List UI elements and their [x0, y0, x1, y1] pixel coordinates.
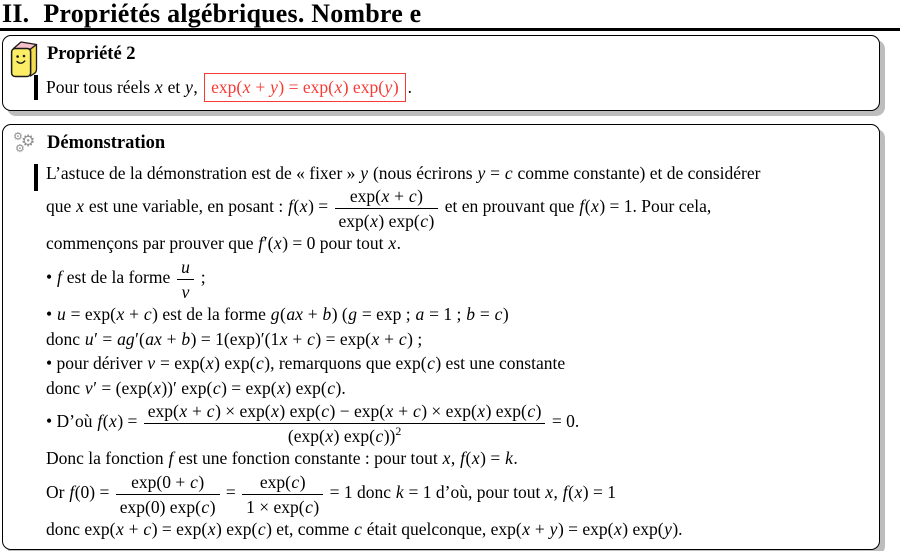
math-var: c: [494, 304, 503, 324]
text-run: =: [221, 481, 241, 502]
proof-line: [46, 400, 871, 446]
math-var: x: [591, 196, 599, 217]
text-run: +: [251, 76, 270, 97]
proof-line: [46, 351, 871, 376]
gear-glyph: ⚙: [21, 130, 36, 150]
math-var: ag: [117, 328, 135, 349]
text-run: ) exp(: [333, 426, 375, 447]
math-var: ax: [286, 304, 303, 324]
math-var: c: [398, 328, 407, 349]
demonstration-box-heading: Démonstration: [47, 132, 166, 153]
text-run: ) = exp(: [557, 519, 614, 539]
text-run: .: [407, 76, 413, 97]
text-run: Or: [46, 481, 69, 502]
math-var: x: [153, 377, 161, 398]
text-run: ,: [553, 481, 563, 502]
math-var: c: [412, 401, 421, 421]
text-run: ) × exp(: [215, 401, 271, 421]
text-run: ) = exp(: [221, 377, 277, 398]
text-run: = 1 donc: [325, 481, 396, 502]
text-run: ) =: [117, 411, 142, 432]
text-run: ) (: [331, 304, 348, 324]
math-var: c: [504, 162, 513, 183]
math-var: c: [190, 471, 198, 492]
math-var: f: [579, 196, 585, 217]
math-var: c: [527, 401, 536, 421]
text-run: (0) =: [74, 481, 114, 502]
math-var: f: [288, 196, 293, 217]
proof-line: [46, 231, 871, 256]
text-run: ) est une constante: [435, 353, 566, 373]
fraction: [114, 471, 222, 517]
math-var: b: [466, 304, 475, 324]
text-run: commençons par prouver que: [46, 233, 258, 254]
text-run: était quelconque, exp(: [362, 519, 522, 539]
math-var: c: [143, 519, 152, 539]
text-run: +: [187, 401, 207, 421]
denominator: [177, 280, 195, 302]
text-run: • D’où: [46, 411, 97, 432]
smiley-book-icon: [10, 40, 40, 80]
proof-line: [46, 446, 871, 471]
math-var: f: [57, 266, 62, 287]
text-run: ) ;: [407, 328, 423, 349]
text-run: exp(: [147, 401, 179, 421]
text-run: ): [198, 471, 205, 492]
text-run: ) = 1. Pour cela,: [599, 196, 712, 217]
math-var: x: [334, 76, 343, 97]
denominator: [335, 209, 439, 231]
text-run: ) = 0 pour tout: [282, 233, 388, 254]
math-var: x: [381, 186, 390, 206]
proof-line: [46, 327, 871, 352]
text-run: exp(: [338, 211, 370, 232]
math-var: c: [408, 186, 417, 206]
text-run: +: [162, 328, 181, 349]
section-title-text: Propriétés algébriques. Nombre e: [43, 0, 422, 28]
text-run: ): [313, 496, 320, 517]
math-var: f: [168, 448, 174, 469]
text-run: ) − exp(: [329, 401, 386, 421]
text-run: (: [568, 481, 574, 502]
text-run: et en prouvant que: [440, 196, 579, 217]
math-var: x: [371, 328, 380, 349]
text-run: ;: [196, 266, 206, 287]
text-run: ′ =: [94, 328, 117, 349]
text-run: ,: [193, 76, 203, 97]
numerator: [177, 256, 195, 280]
proof-line: [46, 302, 871, 327]
text-run: ) exp(: [214, 353, 256, 373]
math-var: ax: [145, 328, 162, 349]
math-var: c: [327, 377, 336, 398]
text-run: donc exp(: [46, 519, 116, 539]
math-var: x: [388, 233, 397, 254]
math-var: y: [477, 162, 486, 183]
text-run: +: [124, 519, 143, 539]
denominator: [116, 495, 220, 517]
text-run: ))′ exp(: [161, 377, 213, 398]
math-var: f: [69, 481, 75, 502]
text-run: ) =: [308, 196, 333, 217]
fraction: [175, 256, 197, 302]
math-var: x: [154, 76, 163, 97]
text-run: )): [383, 426, 396, 447]
text-run: 1 × exp(: [246, 496, 305, 517]
numerator: [335, 185, 439, 209]
text-run: +: [303, 304, 322, 324]
text-run: ) = exp(: [315, 328, 371, 349]
math-var: x: [370, 211, 378, 232]
gear-glyph: ⚙: [13, 129, 23, 143]
math-var: x: [116, 304, 125, 324]
text-run: (: [465, 448, 472, 469]
numerator: [144, 400, 546, 424]
section-title: [0, 0, 900, 27]
math-var: g: [348, 304, 358, 324]
text-run: L’astuce de la démonstration est de « fixer »: [46, 162, 360, 183]
math-var: f: [460, 448, 466, 469]
text-run: ): [209, 496, 216, 517]
math-var: c: [143, 304, 152, 324]
text-run: ): [428, 211, 435, 232]
text-run: (: [280, 304, 286, 324]
proof-line: [46, 185, 871, 231]
text-run: ), remarquons que exp(: [264, 353, 427, 373]
text-run: ) exp(: [485, 401, 527, 421]
text-run: .: [396, 233, 401, 254]
text-run: ): [392, 76, 399, 97]
text-run: donc: [46, 328, 85, 349]
math-var: x: [522, 519, 531, 539]
math-var: x: [273, 233, 282, 254]
text-run: ): [502, 304, 509, 324]
math-var: c: [420, 211, 428, 232]
property-statement: [46, 72, 871, 103]
text-run: +: [379, 328, 399, 349]
math-var: u: [84, 328, 94, 349]
math-var: x: [471, 448, 480, 469]
text-run: = 1 ;: [424, 304, 466, 324]
math-var: x: [442, 448, 451, 469]
text-run: ) = 1: [582, 481, 616, 502]
text-run: ) = 1(exp)′(1: [190, 328, 280, 349]
text-run: ,: [450, 448, 460, 469]
fraction: [333, 185, 441, 231]
text-run: est une variable, en posant :: [84, 196, 288, 217]
text-run: (exp(: [287, 426, 325, 447]
math-var: c: [201, 496, 210, 517]
text-run: =: [485, 162, 505, 183]
text-run: = 1 d’où, pour tout: [404, 481, 545, 502]
text-run: exp(: [349, 186, 381, 206]
math-var: b: [322, 304, 332, 324]
math-var: c: [321, 401, 329, 421]
math-var: c: [206, 401, 215, 421]
math-var: x: [279, 328, 288, 349]
math-var: c: [257, 519, 266, 539]
text-run: (nous écrirons: [368, 162, 477, 183]
text-run: ) exp(: [342, 76, 385, 97]
text-run: +: [530, 519, 550, 539]
math-var: u: [57, 304, 66, 324]
denominator: [144, 424, 546, 446]
proof-line: [46, 517, 871, 542]
text-run: ) et, comme: [266, 519, 354, 539]
text-run: ) est de la forme: [152, 304, 271, 324]
text-run: ′(: [263, 233, 274, 254]
text-run: • pour dériver: [46, 353, 147, 373]
math-var: x: [109, 411, 117, 432]
math-var: k: [395, 481, 404, 502]
text-run: (: [293, 196, 300, 217]
text-run: est une fonction constante : pour tout: [173, 448, 443, 469]
proof-line: [46, 256, 871, 302]
text-run: ) exp(: [216, 519, 258, 539]
text-run: •: [46, 304, 57, 324]
math-var: x: [179, 401, 188, 421]
math-var: y: [360, 162, 369, 183]
math-var: x: [76, 196, 84, 217]
highlighted-formula: [204, 73, 406, 102]
math-var: x: [116, 519, 124, 539]
numerator: [242, 471, 323, 495]
math-var: x: [325, 426, 334, 447]
fraction: [142, 400, 548, 446]
left-rule: [34, 75, 38, 100]
math-var: b: [181, 328, 191, 349]
math-var: f: [258, 233, 264, 254]
property-box: [2, 35, 880, 111]
math-var: u: [181, 256, 190, 277]
text-run: ).: [672, 519, 683, 539]
proof-line: [46, 161, 871, 186]
text-run: +: [393, 401, 413, 421]
text-run: exp(0) exp(: [119, 496, 201, 517]
superscript: 2: [395, 424, 402, 439]
math-var: x: [205, 353, 214, 373]
math-var: c: [307, 328, 315, 349]
text-run: ) =: [480, 448, 505, 469]
text-run: (: [584, 196, 591, 217]
text-run: comme constante) et de considérer: [513, 162, 761, 183]
text-run: exp(0 +: [131, 471, 190, 492]
text-run: ) × exp(: [421, 401, 477, 421]
math-var: y: [185, 76, 193, 97]
text-run: .: [513, 448, 518, 469]
text-run: est de la forme: [62, 266, 175, 287]
text-run: (: [102, 411, 109, 432]
math-var: y: [384, 76, 393, 97]
math-var: x: [477, 401, 486, 421]
math-var: c: [427, 353, 435, 373]
gear-glyph: ⚙: [15, 141, 25, 155]
text-run: exp(: [259, 471, 291, 492]
text-run: exp(: [211, 76, 243, 97]
text-run: +: [389, 186, 409, 206]
text-run: ): [417, 186, 423, 206]
math-var: x: [299, 196, 308, 217]
text-run: ) exp(: [285, 377, 327, 398]
math-var: c: [212, 377, 221, 398]
math-var: x: [385, 401, 394, 421]
text-run: Donc la fonction: [46, 448, 168, 469]
math-var: x: [271, 401, 279, 421]
text-run: ) exp(: [622, 519, 664, 539]
math-var: y: [549, 519, 558, 539]
text-run: +: [124, 304, 144, 324]
math-var: v: [181, 281, 190, 302]
text-run: Pour tous réels: [46, 76, 155, 97]
demonstration-box: [2, 124, 880, 550]
math-var: x: [613, 519, 622, 539]
text-run: = exp ;: [357, 304, 416, 324]
math-var: a: [415, 304, 425, 324]
math-var: g: [270, 304, 280, 324]
property-box-heading: Propriété 2: [47, 43, 136, 64]
math-var: c: [305, 496, 313, 517]
text-run: ) exp(: [279, 401, 321, 421]
gears-icon: [12, 131, 39, 158]
math-var: f: [562, 481, 568, 502]
text-run: = exp(: [66, 304, 116, 324]
text-run: ) exp(: [378, 211, 420, 232]
title-rule: [0, 28, 900, 31]
numerator: [116, 471, 220, 495]
math-var: v: [84, 377, 93, 398]
proof-line: [46, 471, 871, 517]
text-run: ) = exp(: [278, 76, 334, 97]
text-run: ).: [335, 377, 346, 398]
left-rule: [34, 164, 38, 191]
proof-content: [46, 161, 871, 542]
math-var: y: [664, 519, 672, 539]
text-run: ) = exp(: [151, 519, 208, 539]
text-run: +: [287, 328, 307, 349]
text-run: ′(: [135, 328, 145, 349]
math-var: x: [242, 76, 251, 97]
math-var: x: [207, 519, 216, 539]
proof-line: [46, 376, 871, 401]
math-var: v: [147, 353, 156, 373]
text-run: = exp(: [155, 353, 206, 373]
math-var: f: [97, 411, 103, 432]
text-run: =: [475, 304, 495, 324]
math-var: x: [545, 481, 554, 502]
text-run: = 0.: [547, 411, 580, 432]
text-run: et: [163, 76, 185, 97]
math-var: x: [574, 481, 583, 502]
denominator: [242, 495, 323, 517]
text-run: •: [46, 266, 57, 287]
text-run: donc: [46, 377, 85, 398]
text-run: ′ = (exp(: [93, 377, 153, 398]
math-var: c: [291, 471, 300, 492]
text-run: ): [535, 401, 542, 421]
text-run: que: [46, 196, 76, 217]
text-run: ): [299, 471, 306, 492]
math-var: y: [270, 76, 278, 97]
math-var: c: [255, 353, 264, 373]
math-var: c: [354, 519, 362, 539]
math-var: c: [375, 426, 384, 447]
section-number: II.: [2, 0, 30, 28]
math-var: k: [505, 448, 513, 469]
fraction: [240, 471, 325, 517]
math-var: x: [277, 377, 285, 398]
